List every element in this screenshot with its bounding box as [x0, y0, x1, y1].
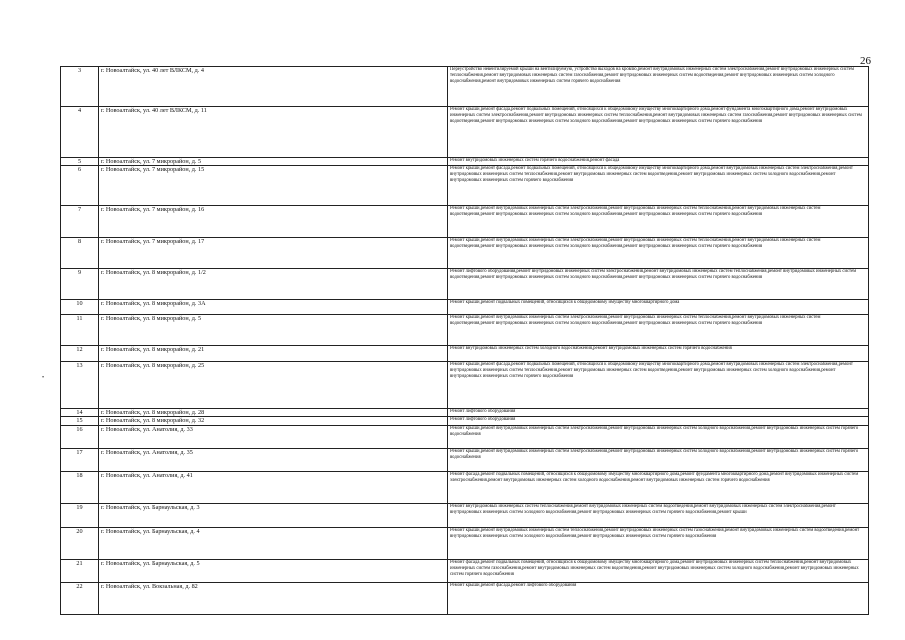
works-text: Ремонт крыши,ремонт внутридомовых инженерных систем электроснабжения,ремонт внутридомовых инженерных систем теплоснабжения,ремонт внутридомовых инженерных систем водоотведения,ремонт внутридомовых инженерных систем холодного водоснабжения,ремонт внутридомовых инженерных систем горячего водоснабжения [450, 206, 821, 218]
works-text: Ремонт лифтового оборудования,ремонт внутридомовых инженерных систем электроснабжения,ремонт внутридомовых инженерных систем теплоснабжения,ремонт внутридомовых инженерных систем водоотведения,ремонт внутридомовых инженерных систем холодного водоснабжения,ремонт внутридомовых инженерных систем горячего водоснабжения [450, 269, 857, 281]
works-text: Ремонт крыши,ремонт фасада,ремонт подвальных помещений, относящихся к общедомовому имуществу многоквартирного дома,ремонт внутридомовых инженерных систем электроснабжения,ремонт внутридомовых инженерных систем теплоснабжения,ремонт внутридомовых инженерных систем водоотведения,ремонт внутридомовых инженерных систем холодного водоснабжения,ремонт внутридомовых инженерных систем горячего водоснабжения [450, 362, 853, 380]
works-cell [448, 166, 869, 206]
works-cell [448, 269, 869, 300]
address-cell: г. Новоалтайск, ул. Анатолия, д. 41 [99, 471, 448, 503]
table-row [61, 158, 869, 166]
address-cell: г. Новоалтайск, ул. 7 микрорайон, д. 5 [99, 158, 448, 166]
address-cell: г. Новоалтайск, ул. Анатолия, д. 35 [99, 448, 448, 471]
address-cell: г. Новоалтайск, ул. Барнаульская, д. 5 [99, 559, 448, 582]
works-text: Ремонт крыши,ремонт внутридомовых инженерных систем электроснабжения,ремонт внутридомовых инженерных систем холодного водоснабжения,ремонт внутридомовых инженерных систем горячего водоснабжения [450, 448, 859, 460]
address-cell: г. Новоалтайск, ул. 8 микрорайон, д. 28 [99, 409, 448, 417]
table-row [61, 417, 869, 425]
row-number-cell: 4 [61, 107, 99, 158]
works-cell [448, 362, 869, 409]
repair-program-table [60, 66, 869, 615]
address-cell: г. Новоалтайск, ул. 40 лет ВЛКСМ, д. 4 [99, 67, 448, 107]
works-text: Ремонт крыши,ремонт фасада,ремонт лифтового оборудования [450, 582, 577, 588]
row-number-cell: 5 [61, 158, 99, 166]
works-text: Ремонт внутридомовых инженерных систем холодного водоснабжения,ремонт внутридомовых инженерных систем горячего водоснабжения [450, 346, 732, 352]
address-cell: г. Новоалтайск, ул. 8 микрорайон, д. 5 [99, 315, 448, 346]
scan-speck: • [42, 375, 45, 381]
works-text: Ремонт крыши,ремонт внутридомовых инженерных систем электроснабжения,ремонт внутридомовых инженерных систем теплоснабжения,ремонт внутридомовых инженерных систем водоотведения,ремонт внутридомовых инженерных систем холодного водоснабжения,ремонт внутридомовых инженерных систем горячего водоснабжения [450, 238, 821, 250]
table-row [61, 559, 869, 582]
works-cell [448, 425, 869, 448]
address-cell: г. Новоалтайск, ул. 7 микрорайон, д. 17 [99, 238, 448, 269]
works-cell [448, 238, 869, 269]
page-number: 26 [860, 55, 871, 67]
table-row [61, 346, 869, 362]
row-number-cell: 6 [61, 166, 99, 206]
address-cell: г. Новоалтайск, ул. 8 микрорайон, д. 1/2 [99, 269, 448, 300]
works-text: Переустройство невентилируемой крыши на вентилируемую, устройство выходов на кровлю,ремонт внутридомовых инженерных систем электроснабжения,ремонт внутридомовых инженерных систем теплоснабжения,ремонт внутридомовых инженерных систем газоснабжения,ремонт внутридомовых инженерных систем водоотведения,ремонт внутридомовых инженерных систем холодного водоснабжения,ремонт внутридомовых инженерных систем горячего водоснабжения [450, 67, 854, 85]
works-text: Ремонт крыши,ремонт внутридомовых инженерных систем теплоснабжения,ремонт внутридомовых инженерных систем газоснабжения,ремонт внутридомовых инженерных систем водоотведения,ремонт внутридомовых инженерных систем холодного водоснабжения,ремонт внутридомовых инженерных систем горячего водоснабжения [450, 527, 860, 539]
works-cell [448, 417, 869, 425]
table-row [61, 300, 869, 315]
table-row [61, 471, 869, 503]
works-text: Ремонт крыши,ремонт фасада,ремонт подвальных помещений, относящихся к общедомовому имуществу многоквартирного дома,ремонт фундамента многоквартирного дома,ремонт внутридомовых инженерных систем электроснабжения,ремонт внутридомовых инженерных систем теплоснабжения,ремонт внутридомовых инженерных систем газоснабжения,ремонт внутридомовых инженерных систем водоотведения,ремонт внутридомовых инженерных систем холодного водоснабжения,ремонт внутридомовых инженерных систем горячего водоснабжения [450, 107, 862, 125]
works-cell [448, 67, 869, 107]
works-text: Ремонт внутридомовых инженерных систем горячего водоснабжения,ремонт фасада [450, 158, 620, 163]
works-cell [448, 315, 869, 346]
table-row [61, 425, 869, 448]
table-row [61, 206, 869, 238]
works-text: Ремонт лифтового оборудования [450, 417, 516, 423]
works-text: Ремонт крыши,ремонт фасада,ремонт подвальных помещений, относящихся к общедомовому имуществу многоквартирного дома,ремонт внутридомовых инженерных систем электроснабжения,ремонт внутридомовых инженерных систем теплоснабжения,ремонт внутридомовых инженерных систем водоотведения,ремонт внутридомовых инженерных систем холодного водоснабжения,ремонт внутридомовых инженерных систем горячего водоснабжения [450, 166, 853, 184]
address-cell: г. Новоалтайск, ул. Барнаульская, д. 4 [99, 527, 448, 559]
address-cell: г. Новоалтайск, ул. 40 лет ВЛКСМ, д. 11 [99, 107, 448, 158]
table-row [61, 503, 869, 527]
works-text: Ремонт крыши,ремонт внутридомовых инженерных систем электроснабжения,ремонт внутридомовых инженерных систем теплоснабжения,ремонт внутридомовых инженерных систем водоотведения,ремонт внутридомовых инженерных систем холодного водоснабжения,ремонт внутридомовых инженерных систем горячего водоснабжения [450, 315, 821, 327]
address-cell: г. Новоалтайск, ул. 8 микрорайон, д. 25 [99, 362, 448, 409]
row-number-cell: 19 [61, 503, 99, 527]
table-row [61, 107, 869, 158]
table-body [61, 67, 869, 615]
table-row [61, 238, 869, 269]
row-number-cell: 18 [61, 471, 99, 503]
row-number-cell: 12 [61, 346, 99, 362]
works-text: Ремонт крыши,ремонт внутридомовых инженерных систем электроснабжения,ремонт внутридомовых инженерных систем холодного водоснабжения,ремонт внутридомовых инженерных систем горячего водоснабжения [450, 425, 859, 437]
table-row [61, 315, 869, 346]
works-cell [448, 300, 869, 315]
table-row [61, 448, 869, 471]
row-number-cell: 17 [61, 448, 99, 471]
works-cell [448, 346, 869, 362]
works-text: Ремонт фасада,ремонт подвальных помещений, относящихся к общедомовому имуществу многоквартирного дома,ремонт фундамента многоквартирного дома,ремонт внутридомовых инженерных систем электроснабжения,ремонт внутридомовых инженерных систем холодного водоснабжения,ремонт внутридомовых инженерных систем горячего водоснабжения [450, 471, 859, 483]
row-number-cell: 20 [61, 527, 99, 559]
works-cell [448, 471, 869, 503]
works-text: Ремонт внутридомовых инженерных систем теплоснабжения,ремонт внутридомовых инженерных систем водоотведения,ремонт внутридомовых инженерных систем электроснабжения,ремонт внутридомовых инженерных систем холодного водоснабжения,ремонт внутридомовых инженерных систем горячего водоснабжения,ремонт крыши [450, 503, 836, 515]
works-cell [448, 107, 869, 158]
works-text: Ремонт крыши,ремонт подвальных помещений, относящихся к общедомовому имуществу многоквартирного дома [450, 300, 680, 306]
row-number-cell: 22 [61, 582, 99, 614]
address-cell: г. Новоалтайск, ул. Анатолия, д. 33 [99, 425, 448, 448]
works-cell [448, 559, 869, 582]
works-cell [448, 158, 869, 166]
table-row [61, 362, 869, 409]
works-cell [448, 503, 869, 527]
works-cell [448, 527, 869, 559]
table-row [61, 527, 869, 559]
row-number-cell: 15 [61, 417, 99, 425]
table-row [61, 582, 869, 614]
address-cell: г. Новоалтайск, ул. 8 микрорайон, д. 21 [99, 346, 448, 362]
table-row [61, 269, 869, 300]
table-row [61, 409, 869, 417]
works-cell [448, 582, 869, 614]
works-cell [448, 206, 869, 238]
address-cell: г. Новоалтайск, ул. Барнаульская, д. 3 [99, 503, 448, 527]
row-number-cell: 14 [61, 409, 99, 417]
address-cell: г. Новоалтайск, ул. 8 микрорайон, д. 3А [99, 300, 448, 315]
address-cell: г. Новоалтайск, ул. 7 микрорайон, д. 16 [99, 206, 448, 238]
works-text: Ремонт фасада,ремонт подвальных помещений, относящихся к общедомовому имуществу многоквартирного дома,ремонт внутридомовых инженерных систем теплоснабжения,ремонт внутридомовых инженерных систем газоснабжения,ремонт внутридомовых инженерных систем водоотведения,ремонт внутридомовых инженерных систем холодного водоснабжения,ремонт внутридомовых инженерных систем горячего водоснабжения [450, 559, 859, 577]
works-text: Ремонт лифтового оборудования [450, 409, 516, 415]
row-number-cell: 21 [61, 559, 99, 582]
row-number-cell: 10 [61, 300, 99, 315]
row-number-cell: 16 [61, 425, 99, 448]
row-number-cell: 7 [61, 206, 99, 238]
table-row [61, 67, 869, 107]
row-number-cell: 3 [61, 67, 99, 107]
row-number-cell: 11 [61, 315, 99, 346]
address-cell: г. Новоалтайск, ул. 8 микрорайон, д. 32 [99, 417, 448, 425]
row-number-cell: 8 [61, 238, 99, 269]
row-number-cell: 9 [61, 269, 99, 300]
address-cell: г. Новоалтайск, ул. Вокзальная, д. 82 [99, 582, 448, 614]
works-cell [448, 448, 869, 471]
table-row [61, 166, 869, 206]
row-number-cell: 13 [61, 362, 99, 409]
address-cell: г. Новоалтайск, ул. 7 микрорайон, д. 15 [99, 166, 448, 206]
works-cell [448, 409, 869, 417]
